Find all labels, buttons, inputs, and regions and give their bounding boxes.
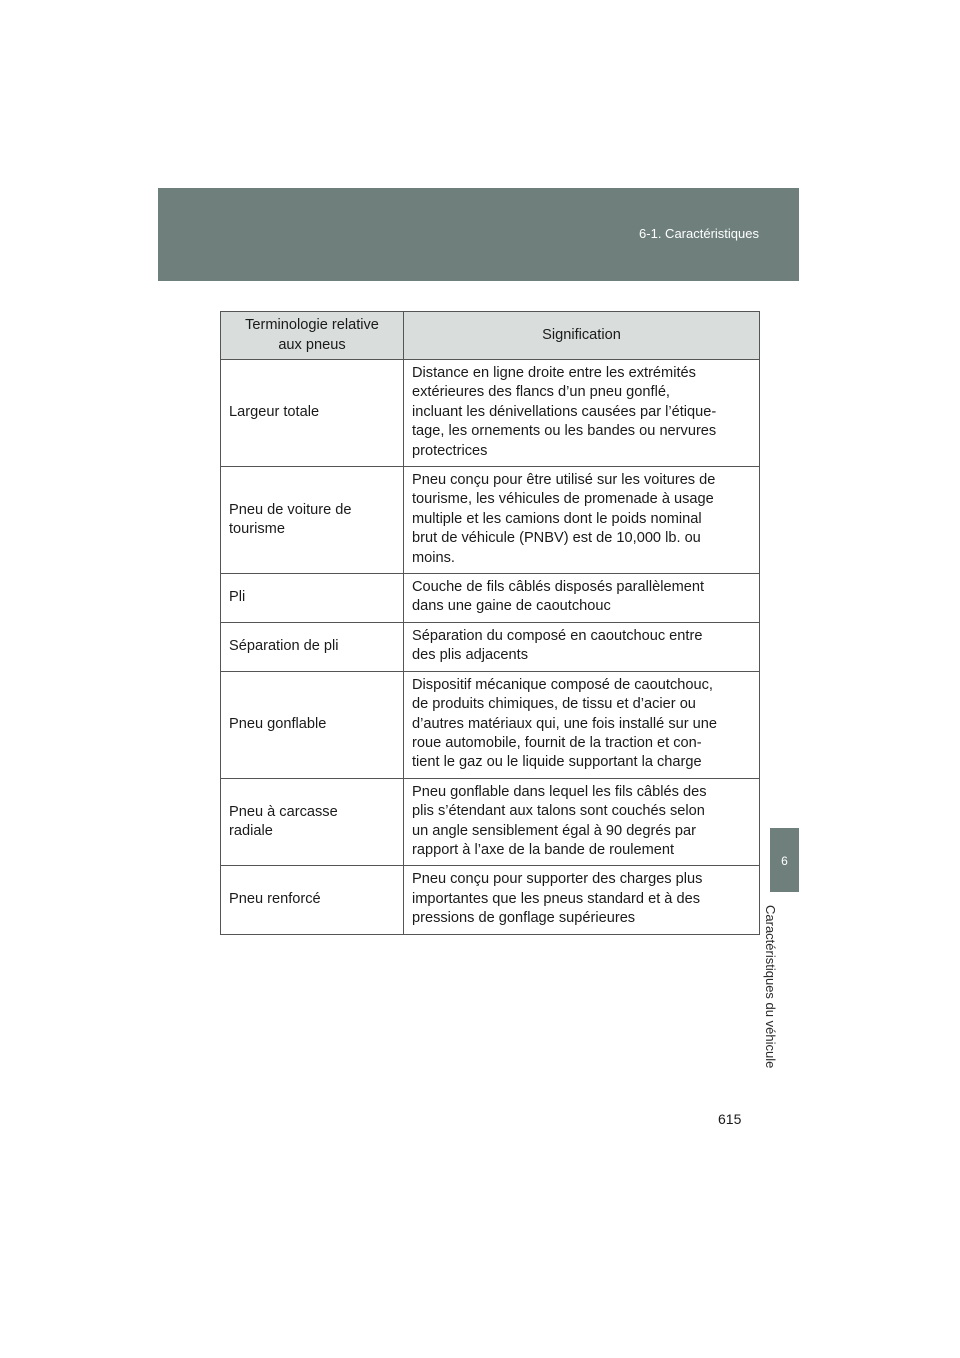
meaning-line: roue automobile, fournit de la traction et con- [412,734,702,751]
meaning-line: tourisme, les véhicules de promenade à usage [412,491,714,508]
term-cell [221,671,404,778]
meaning-line: Pneu gonflable dans lequel les fils câblés des [412,783,707,800]
term-line: Pneu à carcasse [229,803,338,820]
header-term [221,312,404,360]
tire-terminology-table [220,311,760,935]
table-row [221,866,760,934]
meaning-cell [404,778,760,866]
term-cell [221,574,404,623]
term-cell [221,467,404,574]
meaning-line: multiple et les camions dont le poids nominal [412,510,702,527]
meaning-line: Pneu conçu pour supporter des charges plus [412,871,703,888]
term-line: tourisme [229,521,285,538]
chapter-tab [770,828,799,892]
meaning-line: Distance en ligne droite entre les extrémités [412,365,696,381]
meaning-line: d’autres matériaux qui, une fois installé sur une [412,715,718,732]
term-cell [221,622,404,671]
meaning-line: rapport à l’axe de la bande de roulement [412,841,675,858]
meaning-line: pressions de gonflage supérieures [412,910,636,927]
term-line: Pneu gonflable [229,716,327,732]
meaning-line: un angle sensiblement égal à 90 degrés par [412,822,696,839]
meaning-cell [404,866,760,934]
chapter-label: Caractéristiques du véhicule [763,905,778,1069]
meaning-line: moins. [412,549,455,566]
meaning-cell [404,622,760,671]
header-term-line: aux pneus [278,336,346,353]
term-line: Pneu de voiture de [229,501,352,518]
meaning-cell [404,467,760,574]
meaning-cell [404,574,760,623]
meaning-line: extérieures des flancs d’un pneu gonflé, [412,384,670,401]
term-cell [221,778,404,866]
meaning-line: tient le gaz ou le liquide supportant la charge [412,754,702,771]
meaning-line: brut de véhicule (PNBV) est de 10,000 lb. ou [412,530,701,547]
term-line: Largeur totale [229,404,320,421]
table-row [221,671,760,778]
meaning-line: Couche de fils câblés disposés parallèlement [412,579,705,596]
term-cell [221,360,404,467]
meaning-line: protectrices [412,442,488,459]
table-row [221,778,760,866]
meaning-cell [404,360,760,467]
table-header-row [221,312,760,360]
meaning-line: de produits chimiques, de tissu et d’acier ou [412,696,696,713]
chapter-label-container [763,905,798,1090]
meaning-line: incluant les dénivellations causées par l’étique- [412,403,717,420]
term-line: Séparation de pli [229,638,339,655]
term-line: Pli [229,589,246,606]
header-meaning: Signification [404,312,760,360]
header-term-line: Terminologie relative [245,317,379,334]
header-band [158,188,799,281]
meaning-line: tage, les ornements ou les bandes ou nervures [412,423,717,440]
term-cell [221,866,404,934]
page-number: 615 [718,1111,742,1127]
meaning-line: dans une gaine de caoutchouc [412,598,611,615]
section-title: 6-1. Caractéristiques [639,226,759,241]
chapter-number: 6 [781,854,788,868]
meaning-line: Séparation du composé en caoutchouc entre [412,627,703,644]
meaning-line: plis s’étendant aux talons sont couchés selon [412,803,705,820]
meaning-line: des plis adjacents [412,647,529,664]
meaning-line: importantes que les pneus standard et à des [412,890,701,907]
table-row [221,622,760,671]
meaning-cell [404,671,760,778]
term-line: radiale [229,823,273,840]
table-row [221,467,760,574]
meaning-line: Pneu conçu pour être utilisé sur les voitures de [412,472,716,489]
table-row [221,574,760,623]
table-row [221,360,760,467]
term-line: Pneu renforcé [229,891,321,908]
meaning-line: Dispositif mécanique composé de caoutchouc, [412,676,713,693]
